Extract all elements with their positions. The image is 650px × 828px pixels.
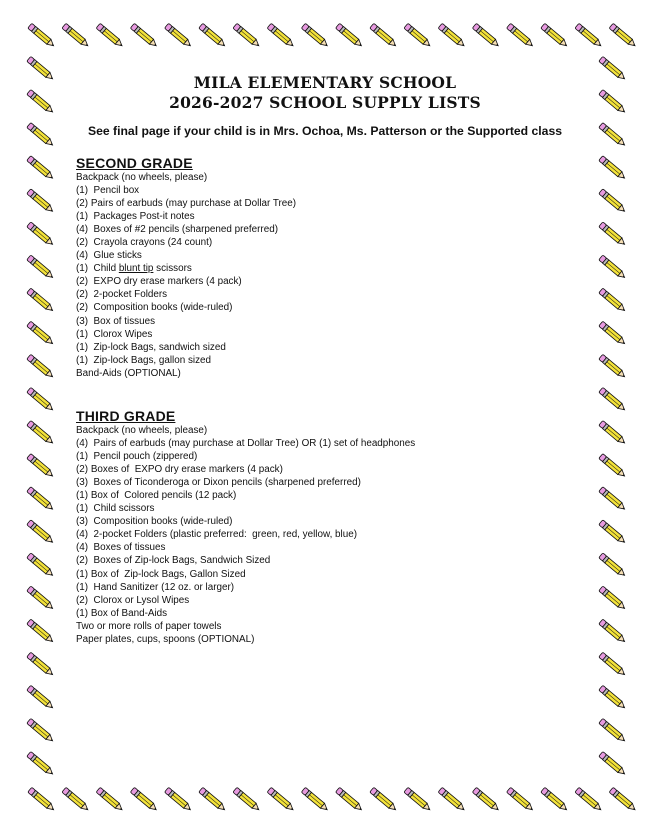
pencil-icon xyxy=(27,751,56,776)
pencil-icon xyxy=(96,23,125,48)
pencil-icon xyxy=(96,787,125,812)
list-item: (2) Pairs of earbuds (may purchase at Dollar Tree) xyxy=(76,198,297,210)
pencil-icon xyxy=(27,288,56,313)
list-item: (1) Pencil box xyxy=(76,185,140,197)
list-item: (2) EXPO dry erase markers (4 pack) xyxy=(76,276,242,288)
pencil-icon xyxy=(599,718,628,743)
pencil-icon xyxy=(27,586,56,611)
pencil-icon xyxy=(27,487,56,512)
pencil-icon xyxy=(27,156,56,181)
pencil-icon xyxy=(370,787,399,812)
list-item: (4) Boxes of #2 pencils (sharpened preferred) xyxy=(76,224,278,236)
pencil-icon xyxy=(370,23,399,48)
pencil-icon xyxy=(27,420,56,445)
pencil-icon xyxy=(438,787,467,812)
list-item: (1) Child scissors xyxy=(76,503,155,515)
pencil-icon xyxy=(575,23,604,48)
list-item-scissors xyxy=(76,262,296,275)
list-item: (3) Boxes of Ticonderoga or Dixon pencils (sharpened preferred) xyxy=(76,477,361,489)
list-item: Paper plates, cups, spoons (OPTIONAL) xyxy=(76,633,255,645)
pencil-icon xyxy=(301,787,330,812)
list-item: (1) Pencil pouch (zippered) xyxy=(76,451,198,463)
school-name: MILA ELEMENTARY SCHOOL xyxy=(193,73,457,92)
list-item: (2) Boxes of EXPO dry erase markers (4 pack) xyxy=(76,464,283,476)
list-item: (2) 2-pocket Folders xyxy=(76,289,168,301)
pencil-icon xyxy=(27,553,56,578)
pencil-icon xyxy=(267,787,296,812)
third-grade-list xyxy=(76,424,415,646)
list-item: (1) Zip-lock Bags, sandwich sized xyxy=(76,341,226,353)
pencil-icon xyxy=(599,321,628,346)
list-item: Backpack (no wheels, please) xyxy=(76,425,208,436)
pencil-icon xyxy=(599,553,628,578)
pencil-icon xyxy=(438,23,467,48)
list-item: (1) Box of Colored pencils (12 pack) xyxy=(76,490,237,502)
pencil-icon xyxy=(599,487,628,512)
pencil-icon xyxy=(130,787,159,812)
list-item: Band-Aids (OPTIONAL) xyxy=(76,367,181,379)
pencil-icon xyxy=(27,454,56,479)
pencil-icon xyxy=(27,354,56,379)
pencil-icon xyxy=(404,23,433,48)
list-item: (1) Box of Band-Aids xyxy=(76,607,168,619)
pencil-icon xyxy=(27,387,56,412)
pencil-icon xyxy=(27,718,56,743)
pencil-icon xyxy=(27,619,56,644)
pencil-icon xyxy=(27,520,56,545)
list-item: (1) Box of Zip-lock Bags, Gallon Sized xyxy=(76,568,246,580)
pencil-icon xyxy=(541,23,570,48)
scissors-prefix: (1) Child xyxy=(76,263,119,275)
pencil-icon xyxy=(27,652,56,677)
list-item: (2) Clorox or Lysol Wipes xyxy=(76,594,190,606)
pencil-icon xyxy=(599,652,628,677)
pencil-icon xyxy=(599,685,628,710)
pencil-icon xyxy=(28,23,57,48)
list-item: (4) 2-pocket Folders (plastic preferred: green, red, yellow, blue) xyxy=(76,529,358,541)
special-class-note: See final page if your child is in Mrs. Ochoa, Ms. Patterson or the Supported class xyxy=(87,124,563,138)
pencil-icon xyxy=(609,23,638,48)
second-grade-list xyxy=(76,171,296,380)
list-title: 2026-2027 SCHOOL SUPPLY LISTS xyxy=(169,93,481,112)
pencil-icon xyxy=(233,23,262,48)
list-item: (4) Glue sticks xyxy=(76,250,142,262)
pencil-icon xyxy=(62,787,91,812)
pencil-icon xyxy=(599,222,628,247)
pencil-icon xyxy=(130,23,159,48)
pencil-icon xyxy=(62,23,91,48)
pencil-icon xyxy=(599,156,628,181)
pencil-icon xyxy=(27,685,56,710)
list-item: (1) Packages Post-it notes xyxy=(76,211,195,223)
pencil-icon xyxy=(575,787,604,812)
list-item: (2) Composition books (wide-ruled) xyxy=(76,302,233,314)
pencil-icon xyxy=(472,23,501,48)
third-grade-heading: THIRD GRADE xyxy=(76,408,176,424)
pencil-icon xyxy=(164,787,193,812)
pencil-icon xyxy=(267,23,296,48)
pencil-icon xyxy=(599,520,628,545)
pencil-icon xyxy=(27,189,56,214)
pencil-icon xyxy=(599,751,628,776)
pencil-icon xyxy=(609,787,638,812)
pencil-icon xyxy=(28,787,57,812)
scissors-suffix: scissors xyxy=(153,263,192,275)
list-item: (1) Clorox Wipes xyxy=(76,328,153,340)
list-item: (1) Zip-lock Bags, gallon sized xyxy=(76,354,212,366)
second-grade-heading: SECOND GRADE xyxy=(76,155,193,171)
pencil-icon xyxy=(599,586,628,611)
list-item: (2) Crayola crayons (24 count) xyxy=(76,237,213,249)
pencil-icon xyxy=(599,454,628,479)
pencil-icon xyxy=(599,255,628,280)
pencil-icon xyxy=(599,189,628,214)
list-item: (3) Box of tissues xyxy=(76,315,156,327)
pencil-icon xyxy=(541,787,570,812)
pencil-icon xyxy=(404,787,433,812)
pencil-icon xyxy=(599,420,628,445)
pencil-icon xyxy=(335,787,364,812)
pencil-icon xyxy=(599,619,628,644)
pencil-icon xyxy=(599,354,628,379)
pencil-icon xyxy=(599,387,628,412)
list-item: Two or more rolls of paper towels xyxy=(76,620,222,632)
pencil-icon xyxy=(164,23,193,48)
pencil-icon xyxy=(27,255,56,280)
blunt-tip-text: blunt tip xyxy=(118,263,154,275)
pencil-icon xyxy=(27,222,56,247)
pencil-icon xyxy=(506,23,535,48)
pencil-icon xyxy=(301,23,330,48)
list-item: (4) Boxes of tissues xyxy=(76,542,166,554)
list-item: (3) Composition books (wide-ruled) xyxy=(76,516,233,528)
pencil-icon xyxy=(199,23,228,48)
pencil-icon xyxy=(233,787,262,812)
pencil-icon xyxy=(27,321,56,346)
list-item: (4) Pairs of earbuds (may purchase at Dollar Tree) OR (1) set of headphones xyxy=(76,438,416,450)
pencil-icon xyxy=(199,787,228,812)
pencil-icon xyxy=(335,23,364,48)
list-item: (1) Hand Sanitizer (12 oz. or larger) xyxy=(76,581,235,593)
list-item: Backpack (no wheels, please) xyxy=(76,172,208,183)
pencil-icon xyxy=(506,787,535,812)
pencil-icon xyxy=(599,288,628,313)
pencil-icon xyxy=(472,787,501,812)
list-item: (2) Boxes of Zip-lock Bags, Sandwich Sized xyxy=(76,555,271,567)
